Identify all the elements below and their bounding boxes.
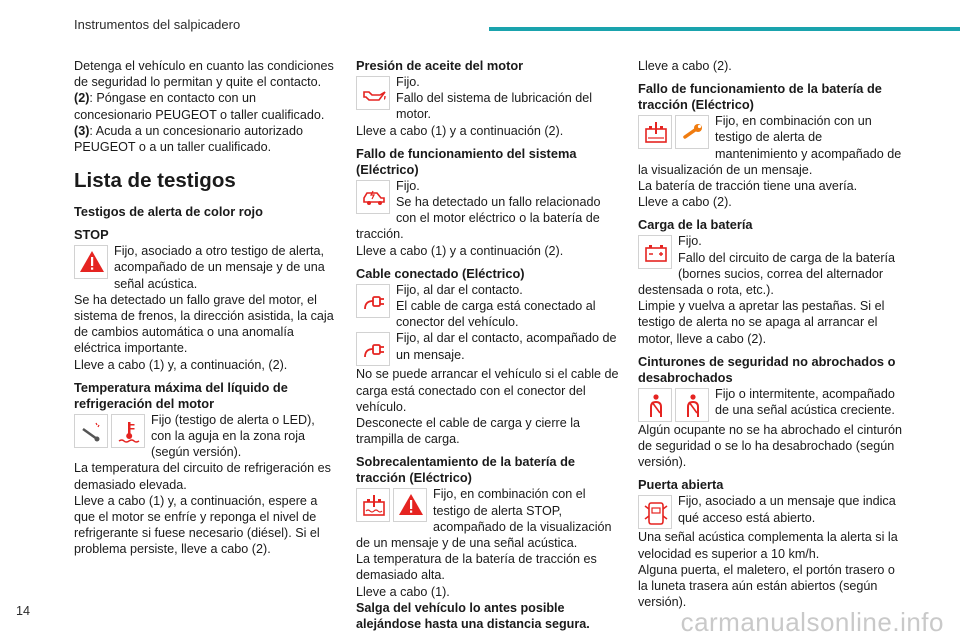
- cable-connected-title: Cable conectado (Eléctrico): [356, 265, 525, 281]
- system-fault-indicator: [356, 178, 622, 243]
- intro-paragraph: (2): Póngase en contacto con un concesionario PEUGEOT o taller cualificado.: [74, 91, 325, 122]
- battery-temperature-icon: [356, 488, 390, 522]
- door-open-title: Puerta abierta: [638, 477, 724, 493]
- door-open-detail: Una señal acústica complementa la alerta si la velocidad es superior a 10 km/h.: [638, 530, 898, 561]
- coolant-temp-description: Fijo (testigo de alerta o LED), con la aguja en la zona roja (según versión).: [151, 412, 315, 460]
- column-1: [74, 58, 336, 558]
- system-fault-state: Fijo.: [396, 178, 420, 193]
- traction-battery-fault-title: Fallo de funcionamiento de la batería de tracción (Eléctrico): [638, 81, 882, 113]
- battery-charge-description: Fallo del circuito de carga de la batería (bornes sucios, correa del alternador destensada o rota, etc.).: [638, 250, 896, 298]
- battery-charge-title: Carga de la batería: [638, 217, 753, 233]
- battery-overheat-indicator: [356, 486, 622, 551]
- seatbelt-icon: [638, 388, 672, 422]
- seatbelt-icon: [675, 388, 709, 422]
- traction-battery-icon: [638, 115, 672, 149]
- battery-charge-action: Limpie y vuelva a apretar las pestañas. Si el testigo de alerta no se apaga al arrancar el motor, lleve a cabo (2).: [638, 299, 885, 346]
- oil-pressure-description: Fallo del sistema de lubricación del motor.: [396, 91, 593, 122]
- intro-paragraph: Detenga el vehículo en cuanto las condiciones de seguridad lo permitan y quite el contacto.: [74, 59, 334, 90]
- header-accent-bar: [489, 27, 960, 31]
- system-fault-title: Fallo de funcionamiento del sistema (Eléctrico): [356, 145, 577, 177]
- section-title: Lista de testigos: [74, 169, 236, 193]
- charging-plug-icon: [356, 332, 390, 366]
- seatbelt-description: Fijo o intermitente, acompañado de una señal acústica creciente.: [715, 386, 895, 418]
- coolant-temp-detail: La temperatura del circuito de refrigeración es demasiado elevada.: [74, 461, 331, 492]
- column-2: [356, 58, 622, 632]
- battery-charge-state: Fijo.: [678, 234, 702, 249]
- stop-warning-icon: [393, 488, 427, 522]
- door-open-icon: [638, 495, 672, 529]
- battery-overheat-warning: Salga del vehículo lo antes posible alejándose hasta una distancia segura.: [356, 600, 590, 632]
- coolant-temp-indicator: [74, 412, 336, 461]
- traction-battery-fault-action: Lleve a cabo (2).: [638, 195, 732, 210]
- running-header: Instrumentos del salpicadero: [74, 17, 241, 32]
- column-3: [638, 58, 906, 610]
- system-fault-description: Se ha detectado un fallo relacionado con el motor eléctrico o la batería de tracción.: [356, 195, 601, 242]
- cable-connected-action: Desconecte el cable de carga y cierre la trampilla de carga.: [356, 416, 581, 447]
- battery-overheat-title: Sobrecalentamiento de la batería de tracción (Eléctrico): [356, 454, 576, 486]
- stop-title: STOP: [74, 227, 109, 243]
- seatbelt-detail: Algún ocupante no se ha abrochado el cinturón de seguridad o se lo ha desabrochado (según versión).: [638, 422, 902, 470]
- temperature-gauge-icon: [74, 414, 108, 448]
- stop-indicator: [74, 243, 336, 292]
- system-fault-action: Lleve a cabo (1) y a continuación (2).: [356, 243, 564, 258]
- stop-description: Fijo, asociado a otro testigo de alerta, acompañado de un mensaje y de una señal acústica.: [114, 244, 325, 291]
- cable-connected-indicator-2: [356, 330, 622, 366]
- seatbelt-indicator: [638, 386, 906, 422]
- page-number: 14: [16, 604, 31, 618]
- traction-battery-fault-indicator: [638, 113, 906, 178]
- battery-overheat-action: Lleve a cabo (1).: [356, 584, 450, 599]
- oil-pressure-title: Presión de aceite del motor: [356, 58, 524, 73]
- cable-connected-description: El cable de carga está conectado al conector del vehículo.: [396, 299, 596, 330]
- stop-warning-icon: [74, 245, 108, 279]
- traction-battery-fault-detail: La batería de tracción tiene una avería.: [638, 179, 858, 194]
- battery-overheat-detail: La temperatura de la batería de tracción es demasiado alta.: [356, 552, 597, 583]
- car-fault-icon: [356, 180, 390, 214]
- cable-connected-description-2: Fijo, al dar el contacto, acompañado de un mensaje.: [396, 331, 617, 362]
- watermark: carmanualsonline.info: [680, 607, 944, 637]
- stop-action: Lleve a cabo (1) y, a continuación, (2).: [74, 357, 288, 372]
- coolant-temp-title: Temperatura máxima del líquido de refrigeración del motor: [74, 379, 288, 411]
- stop-detail: Se ha detectado un fallo grave del motor, el sistema de frenos, la dirección asistida, la caja de cambios automática o una anomalía eléctrica importante.: [74, 292, 334, 356]
- charging-plug-icon: [356, 284, 390, 318]
- battery-icon: [638, 235, 672, 269]
- subsection-title: Testigos de alerta de color rojo: [74, 204, 263, 220]
- continued-action: Lleve a cabo (2).: [638, 59, 732, 73]
- oil-pressure-action: Lleve a cabo (1) y a continuación (2).: [356, 123, 564, 138]
- oil-can-icon: [356, 76, 390, 110]
- oil-pressure-state: Fijo.: [396, 75, 420, 89]
- cable-connected-detail: No se puede arrancar el vehículo si el cable de carga está conectado con el conector del vehículo.: [356, 367, 619, 414]
- traction-battery-fault-description: Fijo, en combinación con un testigo de alerta de mantenimiento y acompañado de la visualización de un mensaje.: [638, 114, 902, 177]
- door-open-indicator: [638, 493, 906, 529]
- cable-connected-state: Fijo, al dar el contacto.: [396, 282, 523, 297]
- coolant-temperature-icon: [111, 414, 145, 448]
- oil-pressure-indicator: [356, 74, 622, 123]
- door-open-detail-2: Alguna puerta, el maletero, el portón trasero o la luneta trasera aún están abiertos (según versión).: [638, 562, 895, 610]
- intro-paragraph: (3): Acuda a un concesionario autorizado PEUGEOT o a un taller cualificado.: [74, 123, 303, 155]
- seatbelt-title: Cinturones de seguridad no abrochados o desabrochados: [638, 353, 896, 385]
- coolant-temp-action: Lleve a cabo (1) y, a continuación, espere a que el motor se enfríe y reponga el nivel de refrigerante si fuese necesario (diésel). Si el problema persiste, lleve a cabo (2).: [74, 493, 320, 557]
- wrench-icon: [675, 115, 709, 149]
- cable-connected-indicator: [356, 282, 622, 331]
- door-open-description: Fijo, asociado a un mensaje que indica qué acceso está abierto.: [678, 494, 896, 525]
- battery-overheat-description: Fijo, en combinación con el testigo de alerta STOP, acompañado de la visualización de un mensaje y de una señal acústica.: [356, 487, 612, 551]
- battery-charge-indicator: [638, 233, 906, 298]
